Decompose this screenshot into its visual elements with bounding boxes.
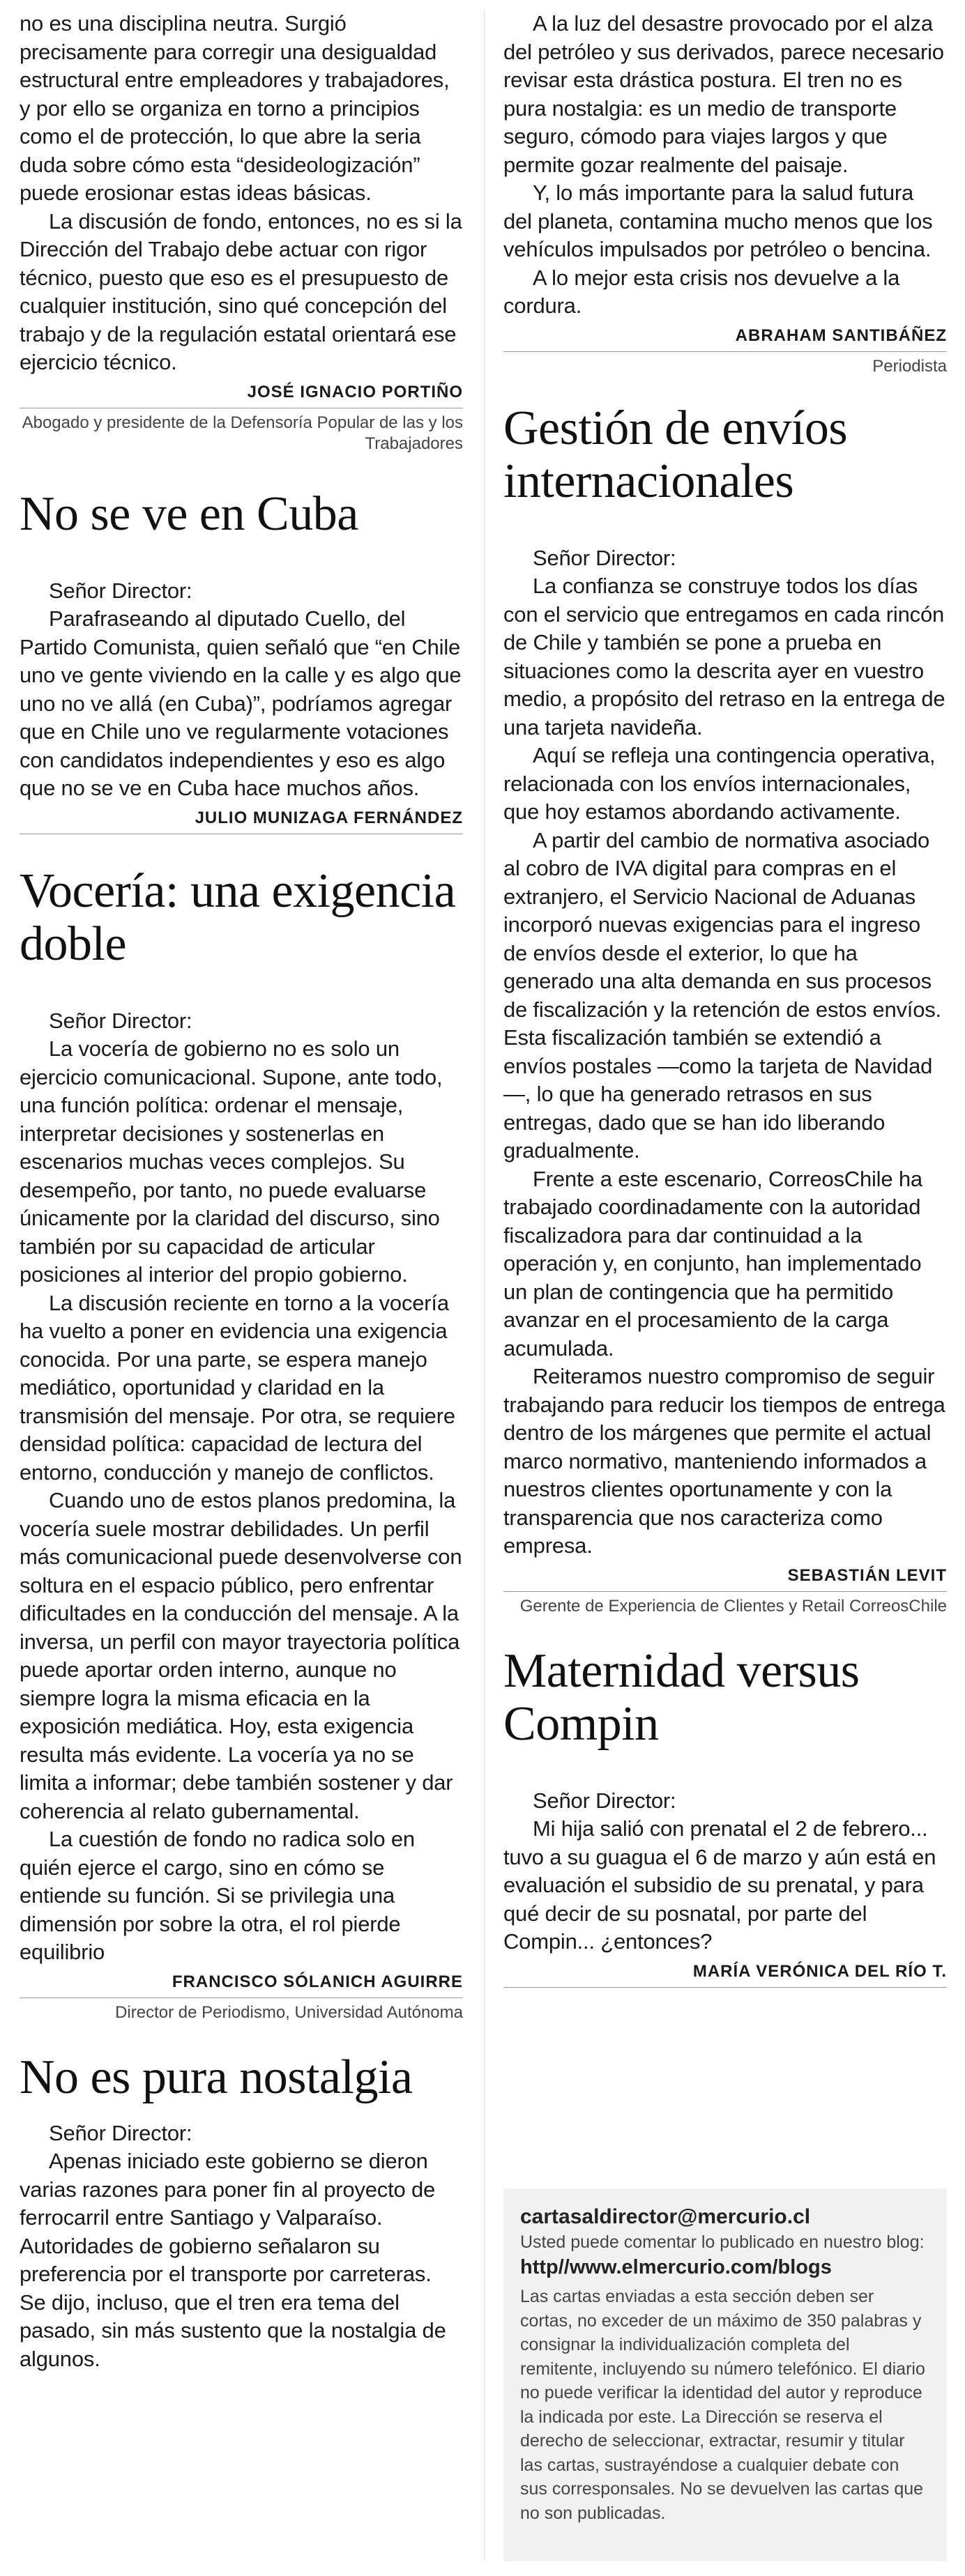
letter-headline: Vocería: una exigencia doble [20,864,456,971]
letter-signature: SEBASTIÁN LEVIT [787,1565,947,1585]
paragraph: Frente a este escenario, CorreosChile ha trabajado coordinadamente con la autoridad fiscalizadora para dar continuidad a la operación y, en conjunto, han implementado un plan de contingencia que ha permitido avanzar en el procesamiento de la carga acumulada. [503,1166,922,1360]
blog-comment-text: Usted puede comentar lo publicado en nuestro blog: [520,2232,925,2252]
contact-email-link[interactable]: cartasaldirector@mercurio.cl [520,2205,811,2228]
author-role: Abogado y presidente de la Defensoría Popular de las y los Trabajadores [22,413,463,453]
letter-gestion-envios [503,402,947,1617]
paragraph: Aquí se refleja una contingencia operativa, relacionada con los envíos internacionales, que hoy estamos abordando activamente. [503,743,936,824]
right-column [503,10,947,1988]
letters-info-box [503,2188,947,2561]
letter-salutation: Señor Director: [49,578,192,603]
column-divider [484,10,485,2561]
signature-rule [503,1987,947,1988]
paragraph: Mi hija salió con prenatal el 2 de febrero... tuvo a su guagua el 6 de marzo y aún está en evaluación el subsidio de su prenatal, y para qué decir de su posnatal, por parte del Compin... ¿entonces? [503,1816,936,1954]
letter-headline: Maternidad versus Compin [503,1643,860,1751]
letter-voceria [20,865,463,2023]
author-role: Director de Periodismo, Universidad Autónoma [115,2002,463,2022]
paragraph: A la luz del desastre provocado por el alza del petróleo y sus derivados, parece necesario revisar esta drástica postura. El tren no es pura nostalgia: es un medio de transporte seguro, cómodo para viajes largos y que permite gozar realmente del paisaje. [503,11,944,177]
paragraph: no es una disciplina neutra. Surgió precisamente para corregir una desigualdad estructural entre empleadores y trabajadores, y por ello se organiza en torno a principios como el de protección, lo que abre la seria duda sobre cómo esta “desideologización” puede erosionar estas ideas básicas. [20,11,450,205]
paragraph: Apenas iniciado este gobierno se dieron varias razones para poner fin al proyecto de ferrocarril entre Santiago y Valparaíso. Autoridades de gobierno señalaron su preferencia por el transporte por carreteras. Se dijo, incluso, que el tren era tema del pasado, sin más sustento que la nostalgia de algunos. [20,2149,446,2371]
paragraph: La vocería de gobierno no es solo un ejercicio comunicacional. Supone, ante todo, una función política: ordenar el mensaje, interpretar decisiones y sostenerlas en escenarios muchas veces complejos. Su desempeño, por tanto, no puede evaluarse únicamente por la claridad del discurso, sino también por su capacidad de articular posiciones al interior del propio gobierno. [20,1036,443,1287]
paragraph: A lo mejor esta crisis nos devuelve a la cordura. [503,265,900,318]
letter-salutation: Señor Director: [49,1008,192,1033]
letter-signature: ABRAHAM SANTIBÁÑEZ [735,325,947,345]
signature-rule [503,351,947,352]
letter-signature: JULIO MUNIZAGA FERNÁNDEZ [195,808,463,827]
author-role: Periodista [872,356,947,376]
letter-no-es-pura-nostalgia [20,2051,463,2374]
letter-headline: No es pura nostalgia [20,2050,413,2104]
letter-signature: JOSÉ IGNACIO PORTIÑO [247,382,463,401]
letter-salutation: Señor Director: [533,545,676,570]
letter-headline: Gestión de envíos internacionales [503,401,848,508]
letter-signature: MARÍA VERÓNICA DEL RÍO T. [692,1961,947,1981]
paragraph: La cuestión de fondo no radica solo en quién ejerce el cargo, sino en cómo se entiende su función. Si se privilegia una dimensión por sobre la otra, el rol pierde equilibrio [20,1827,415,1964]
author-role: Gerente de Experiencia de Clientes y Retail CorreosChile [519,1596,947,1616]
letter-no-se-ve-en-cuba [20,488,463,834]
letter-headline: No se ve en Cuba [20,486,358,541]
letter-signature: FRANCISCO SÓLANICH AGUIRRE [172,1972,463,1991]
letter-salutation: Señor Director: [533,1788,676,1813]
paragraph: La confianza se construye todos los días con el servicio que entregamos en cada rincón de Chile y también se pone a prueba en situaciones como la descrita ayer en vuestro medio, a propósito del retraso en la entrega de una tarjeta navideña. [503,574,945,739]
submission-rules-text: Las cartas enviadas a esta sección deben ser cortas, no exceder de un máximo de 350 palabras y consignar la individualización completa del remitente, incluyendo su número telefónico. El diario no puede verificar la identidad del autor y reproduce la indicada por este. La Dirección se reserva el derecho de seleccionar, extractar, resumir y titular las cartas, sustrayéndose a cualquier debate con sus corresponsales. No se devuelven las cartas que no son publicadas. [520,2287,925,2523]
letter-continuation [20,10,463,454]
paragraph: A partir del cambio de normativa asociado al cobro de IVA digital para compras en el extranjero, el Servicio Nacional de Aduanas incorporó nuevas exigencias para el ingreso de envíos desde el exterior, lo que ha generado una alta demanda en sus procesos de fiscalización y la retención de estos envíos. Esta fiscalización también se extendió a envíos postales —como la tarjeta de Navidad—, lo que ha generado retrasos en sus entregas, dado que se han ido liberando gradualmente. [503,827,941,1163]
paragraph: Reiteramos nuestro compromiso de seguir trabajando para reducir los tiempos de entrega dentro de los márgenes que permite el actual marco normativo, manteniendo informados a nuestros clientes oportunamente y con la transparencia que nos caracteriza como empresa. [503,1364,945,1558]
signature-rule [503,1591,947,1592]
letter-maternidad [503,1645,947,1988]
paragraph: Parafraseando al diputado Cuello, del Partido Comunista, quien señaló que “en Chile uno ve gente viviendo en la calle y es algo que uno no ve allá (en Cuba)”, podríamos agregar que en Chile uno ve regularmente votaciones con candidatos independientes y eso es algo que no se ve en Cuba hace muchos años. [20,606,462,800]
paragraph: Y, lo más importante para la salud futura del planeta, contamina mucho menos que los vehículos impulsados por petróleo o bencina. [503,181,933,261]
paragraph: La discusión de fondo, entonces, no es si la Dirección del Trabajo debe actuar con rigor técnico, puesto que eso es el presupuesto de cualquier institución, sino qué concepción del trabajo y de la regulación estatal orientará ese ejercicio técnico. [20,208,462,374]
blog-url-link[interactable]: http//www.elmercurio.com/blogs [520,2256,832,2278]
letter-salutation: Señor Director: [49,2120,192,2145]
left-column [20,10,463,2373]
paragraph: La discusión reciente en torno a la vocería ha vuelto a poner en evidencia una exigencia conocida. Por una parte, se espera manejo mediático, oportunidad y claridad en la transmisión del mensaje. Por otra, se requiere densidad política: capacidad de lectura del entorno, conducción y manejo de conflictos. [20,1290,455,1485]
letter-nostalgia-continuation [503,10,947,377]
paragraph: Cuando uno de estos planos predomina, la vocería suele mostrar debilidades. Un perfil más comunicacional puede desenvolverse con soltura en el espacio público, pero enfrentar dificultades en la conducción del mensaje. A la inversa, un perfil con mayor trayectoria política puede aportar orden interno, aunque no siempre logra la misma eficacia en la exposición mediática. Hoy, esta exigencia resulta más evidente. La vocería ya no se limita a informar; debe también sostener y dar coherencia al relato gubernamental. [20,1488,462,1823]
